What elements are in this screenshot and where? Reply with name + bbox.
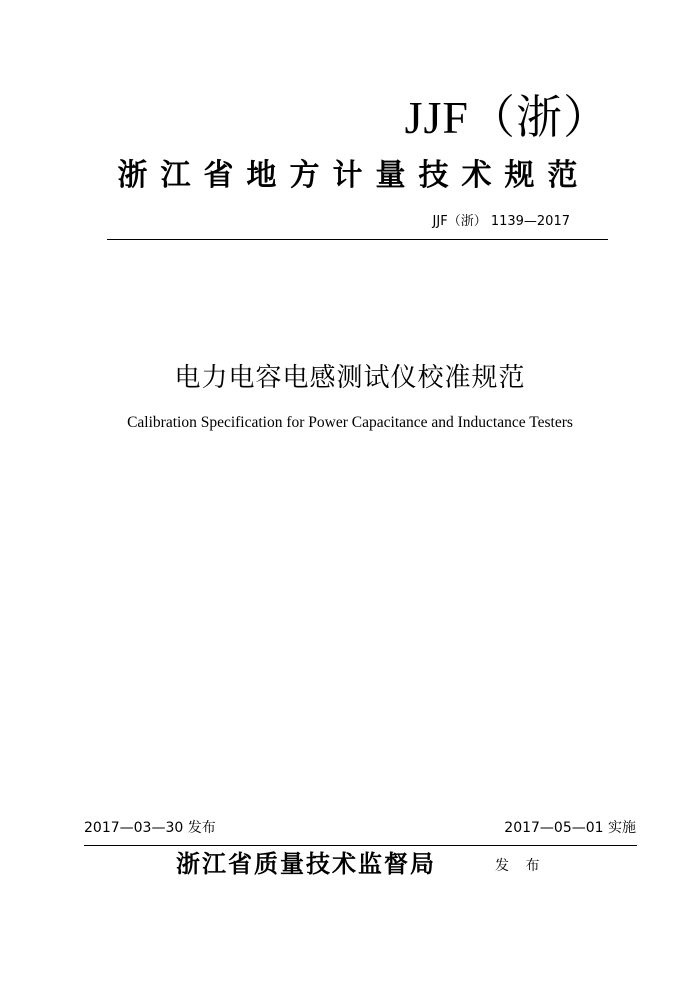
document-code: JJF（浙） 1139—2017 bbox=[432, 214, 570, 229]
issuing-authority: 浙江省质量技术监督局 bbox=[176, 850, 436, 878]
issue-date: 2017—03—30 发布 bbox=[84, 820, 216, 836]
effective-date: 2017—05—01 实施 bbox=[504, 820, 636, 836]
document-series-mark: JJF（浙） bbox=[404, 92, 610, 143]
document-title-english: Calibration Specification for Power Capacitance and Inductance Testers bbox=[127, 414, 573, 431]
publish-label: 发 布 bbox=[495, 858, 546, 874]
footer-divider bbox=[84, 845, 637, 846]
header-divider bbox=[107, 239, 608, 240]
regulation-category-title: 浙江省地方计量技术规范 bbox=[117, 158, 591, 193]
document-title-chinese: 电力电容电感测试仪校准规范 bbox=[174, 363, 526, 393]
